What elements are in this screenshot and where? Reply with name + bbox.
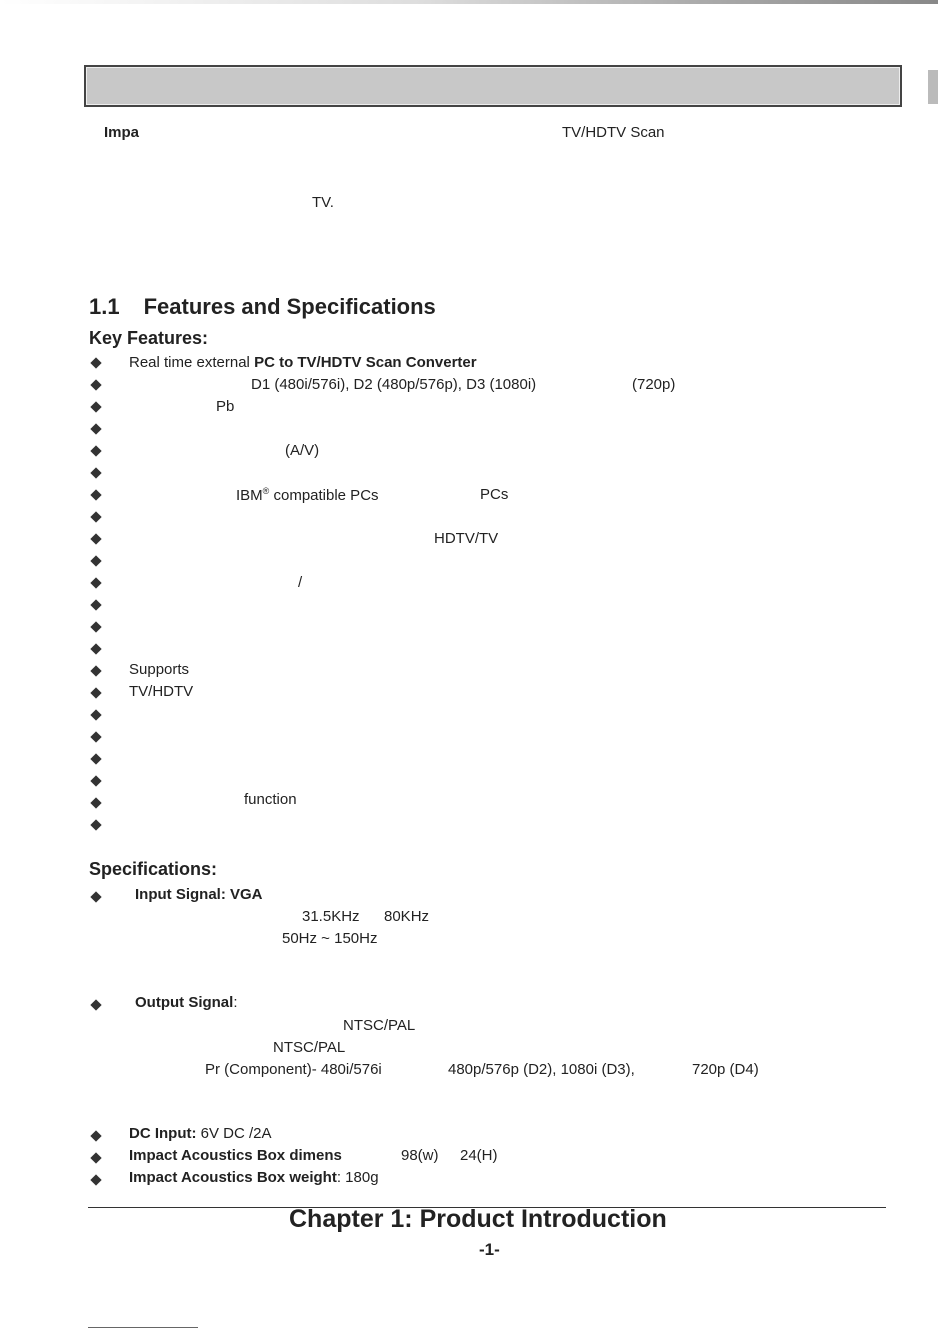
bullet-icon	[90, 797, 101, 808]
bullet-icon	[90, 357, 101, 368]
page-number: -1-	[479, 1240, 500, 1259]
bottom-rule	[88, 1327, 198, 1328]
bullet-icon	[90, 401, 101, 412]
dimensions-height: 24(H)	[460, 1147, 498, 1164]
list-item: IBM® compatible PCs	[236, 486, 379, 504]
bullet-icon	[90, 1152, 101, 1163]
bullet-icon	[90, 1174, 101, 1185]
list-item: Real time external PC to TV/HDTV Scan Converter	[129, 354, 477, 371]
bullet-icon	[90, 665, 101, 676]
bullet-icon	[90, 511, 101, 522]
bullet-icon	[90, 555, 101, 566]
bullet-icon	[90, 577, 101, 588]
list-item: Pb	[216, 398, 235, 415]
list-item: TV/HDTV	[129, 683, 194, 700]
input-signal-label: Input Signal: VGA	[135, 886, 263, 903]
output-line: NTSC/PAL	[273, 1039, 346, 1056]
bullet-icon	[90, 819, 101, 830]
bullet-icon	[90, 1130, 101, 1141]
bullet-icon	[90, 643, 101, 654]
input-vfreq: 50Hz ~ 150Hz	[282, 930, 378, 947]
output-line: NTSC/PAL	[343, 1017, 416, 1034]
output-line: Pr (Component)- 480i/576i	[205, 1061, 382, 1078]
input-hfreq-min: 31.5KHz	[302, 908, 360, 925]
intro-text: TV.	[312, 194, 334, 211]
output-line: 480p/576p (D2), 1080i (D3),	[448, 1061, 635, 1078]
list-item: (720p)	[632, 376, 676, 393]
input-hfreq-max: 80KHz	[384, 908, 430, 925]
key-features-heading: Key Features:	[89, 328, 209, 348]
list-item: (A/V)	[285, 442, 320, 459]
intro-text: Impa	[104, 124, 140, 141]
list-item: D1 (480i/576i), D2 (480p/576p), D3 (1080i)	[251, 376, 537, 393]
list-item: HDTV/TV	[434, 530, 499, 547]
bullet-icon	[90, 445, 101, 456]
chapter-header-bar	[84, 65, 902, 107]
output-signal-label: Output Signal:	[135, 994, 238, 1011]
scan-edge-mark	[928, 70, 938, 104]
bullet-icon	[90, 533, 101, 544]
bullet-icon	[90, 709, 101, 720]
bullet-icon	[90, 379, 101, 390]
bullet-icon	[90, 599, 101, 610]
bullet-icon	[90, 687, 101, 698]
specifications-heading: Specifications:	[89, 859, 218, 879]
bullet-icon	[90, 621, 101, 632]
bullet-icon	[90, 891, 101, 902]
list-item: /	[298, 574, 303, 591]
intro-text: TV/HDTV Scan	[562, 124, 665, 141]
bullet-icon	[90, 753, 101, 764]
chapter-title: Chapter 1: Product Introduction	[289, 1205, 667, 1233]
scan-edge	[0, 0, 938, 4]
bullet-icon	[90, 489, 101, 500]
bullet-icon	[90, 775, 101, 786]
section-heading	[89, 294, 436, 320]
dc-input-spec: DC Input: 6V DC /2A	[129, 1125, 272, 1142]
weight-spec: Impact Acoustics Box weight: 180g	[129, 1169, 379, 1186]
dimensions-width: 98(w)	[401, 1147, 439, 1164]
list-item: function	[244, 791, 297, 808]
bullet-icon	[90, 423, 101, 434]
output-line: 720p (D4)	[692, 1061, 759, 1078]
bullet-icon	[90, 731, 101, 742]
dimensions-label: Impact Acoustics Box dimens	[129, 1147, 342, 1164]
bullet-icon	[90, 467, 101, 478]
list-item: Supports	[129, 661, 190, 678]
section-title: Features and Specifications	[143, 294, 436, 319]
list-item: PCs	[480, 486, 509, 503]
section-number: 1.1	[89, 294, 120, 319]
bullet-icon	[90, 999, 101, 1010]
